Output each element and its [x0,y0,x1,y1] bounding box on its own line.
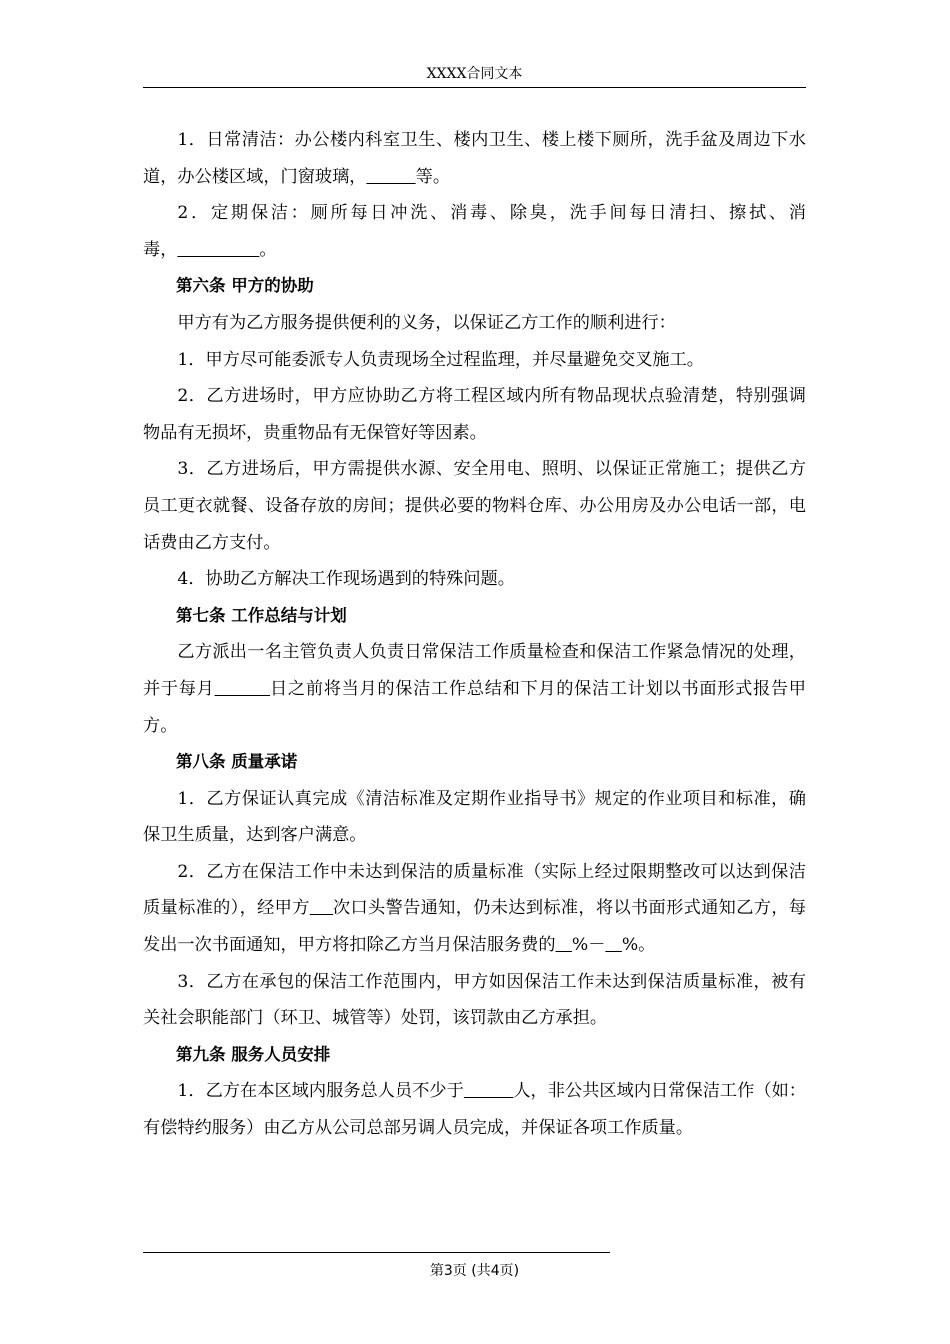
paragraph: 2．乙方在保洁工作中未达到保洁的质量标准（实际上经过限期整改可以达到保洁质量标准的），经甲方 次口头警告通知，仍未达到标准，将以书面形式通知乙方，每发出一次书面通知，甲方将扣除乙方当月保洁服务费的 %－ %。 [143,861,806,956]
paragraph: 乙方派出一名主管负责人负责日常保洁工作质量检查和保洁工作紧急情况的处理，并于每月 日之前将当月的保洁工作总结和下月的保洁工计划以书面形式报告甲方。 [143,642,806,736]
document-body [143,122,806,1147]
fill-in-blank [605,935,621,955]
footer-rule [143,1252,610,1253]
page-number: 第3页 (共4页) [429,1263,520,1279]
paragraph: 2．乙方进场时，甲方应协助乙方将工程区域内所有物品现状点验清楚，特别强调物品有无损坏，贵重物品有无保管好等因素。 [143,386,806,443]
section-heading: 第九条 服务人员安排 [176,1044,331,1064]
fill-in-blank [310,898,333,918]
paragraph: 4．协助乙方解决工作现场遇到的特殊问题。 [177,569,515,590]
paragraph: 1．甲方尽可能委派专人负责现场全过程监理，并尽量避免交叉施工。 [177,349,704,370]
section-heading: 第八条 质量承诺 [176,752,298,772]
paragraph: 甲方有为乙方服务提供便利的义务，以保证乙方工作的顺利进行： [177,312,676,333]
paragraph: 3．乙方在承包的保洁工作范围内，甲方如因保洁工作未达到保洁质量标准，被有关社会职能部门（环卫、城管等）处罚，该罚款由乙方承担。 [143,971,806,1029]
fill-in-blank [366,167,415,187]
paragraph: 1．乙方保证认真完成《清洁标准及定期作业指导书》规定的作业项目和标准，确保卫生质量，达到客户满意。 [143,788,806,846]
paragraph: 1．乙方在本区域内服务总人员不少于 人，非公共区域内日常保洁工作（如：有偿特约服务）由乙方从公司总部另调人员完成，并保证各项工作质量。 [143,1081,806,1139]
paragraph: 3．乙方进场后，甲方需提供水源、安全用电、照明、以保证正常施工；提供乙方员工更衣就餐、设备存放的房间；提供必要的物料仓库、办公用房及办公电话一部，电话费由乙方支付。 [143,459,806,553]
section-heading: 第七条 工作总结与计划 [176,605,347,625]
section-heading: 第六条 甲方的协助 [176,276,314,296]
fill-in-blank [556,935,572,955]
fill-in-blank [215,679,270,699]
fill-in-blank [464,1081,513,1101]
paragraph: 1．日常清洁：办公楼内科室卫生、楼内卫生、楼上楼下厕所，洗手盆及周边下水道，办公楼区域，门窗玻璃， 等。 [143,130,806,187]
fill-in-blank [177,240,259,260]
header-title: XXXX合同文本 [426,66,523,82]
header-rule [143,87,806,88]
paragraph: 2．定期保洁：厕所每日冲洗、消毒、除臭，洗手间每日清扫、擦拭、消毒， 。 [143,203,806,260]
